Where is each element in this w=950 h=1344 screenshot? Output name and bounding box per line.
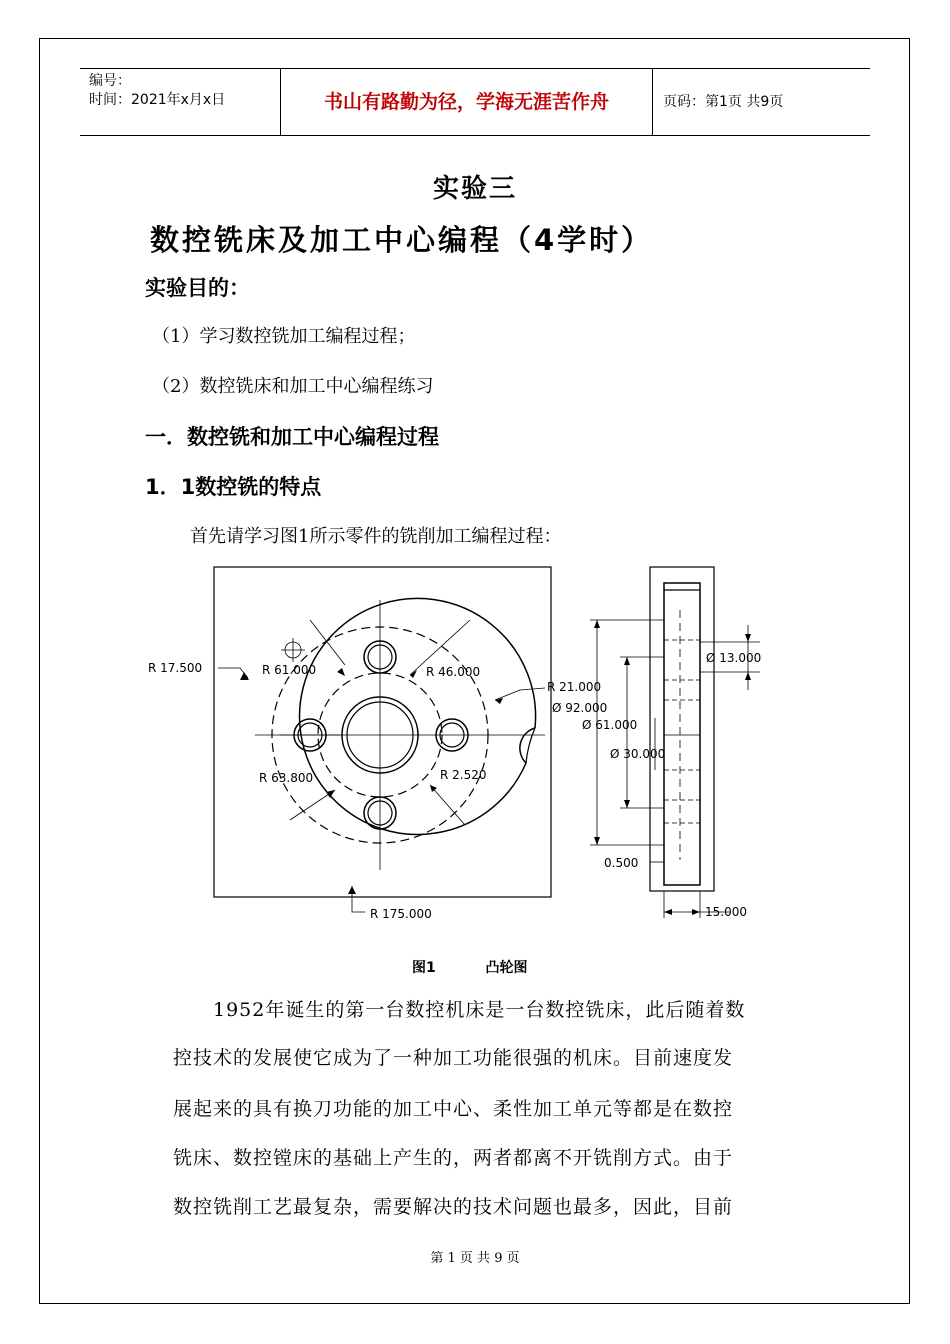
number-label: 编号： [89, 73, 131, 89]
label-r61: R 61.000 [262, 663, 317, 677]
objective-item-1: （1）学习数控铣加工编程过程； [152, 326, 416, 347]
label-r2520: R 2.520 [440, 768, 487, 782]
paragraph-line-5: 数控铣削工艺最复杂，需要解决的技术问题也最多，因此，目前 [173, 1196, 734, 1218]
label-r21: R 21.000 [547, 680, 602, 694]
page-subtitle: 数控铣床及加工中心编程（4学时） [150, 223, 654, 257]
objective-heading: 实验目的： [145, 276, 250, 300]
label-r175: R 175.000 [370, 907, 432, 921]
page-title: 实验三 [432, 174, 517, 204]
time-label: 时间：2021年x月x日 [89, 92, 226, 108]
side-view-frame [650, 567, 714, 891]
paragraph-line-3: 展起来的具有换刀功能的加工中心、柔性加工单元等都是在数控 [173, 1098, 734, 1120]
section-1-1-heading: 1．1数控铣的特点 [145, 475, 322, 499]
label-d92: Ø 92.000 [552, 701, 608, 715]
front-view-frame [214, 567, 551, 897]
figure-caption [412, 957, 528, 977]
figure-caption-text: 凸轮图 [485, 960, 528, 976]
label-d30: Ø 30.000 [610, 747, 666, 761]
section-1-heading: 一．数控铣和加工中心编程过程 [145, 425, 439, 449]
label-r46: R 46.000 [426, 665, 481, 679]
label-r17500: R 17.500 [148, 661, 203, 675]
paragraph-line-2: 控技术的发展使它成为了一种加工功能很强的机床。目前速度发 [173, 1047, 734, 1069]
header-motto: 书山有路勤为径，学海无涯苦作舟 [281, 69, 653, 135]
label-r63800: R 63.800 [259, 771, 314, 785]
label-d61: Ø 61.000 [582, 718, 638, 732]
label-t15: 15.000 [705, 905, 747, 919]
side-view-body [664, 583, 700, 885]
figure-caption-number: 图1 [412, 960, 436, 976]
paragraph-line-1: 1952年诞生的第一台数控机床是一台数控铣床，此后随着数 [213, 999, 746, 1021]
paragraph-line-4: 铣床、数控镗床的基础上产生的，两者都离不开铣削方式。由于 [173, 1147, 734, 1169]
page-footer: 第 1 页 共 9 页 [430, 1251, 520, 1266]
header-page-code: 页码：第1页 共9页 [663, 94, 784, 110]
intro-sentence: 首先请学习图1所示零件的铣削加工编程过程： [190, 526, 562, 547]
label-d13: Ø 13.000 [706, 651, 762, 665]
label-t0500: 0.500 [604, 856, 639, 870]
objective-item-2: （2）数控铣床和加工中心编程练习 [152, 376, 434, 397]
